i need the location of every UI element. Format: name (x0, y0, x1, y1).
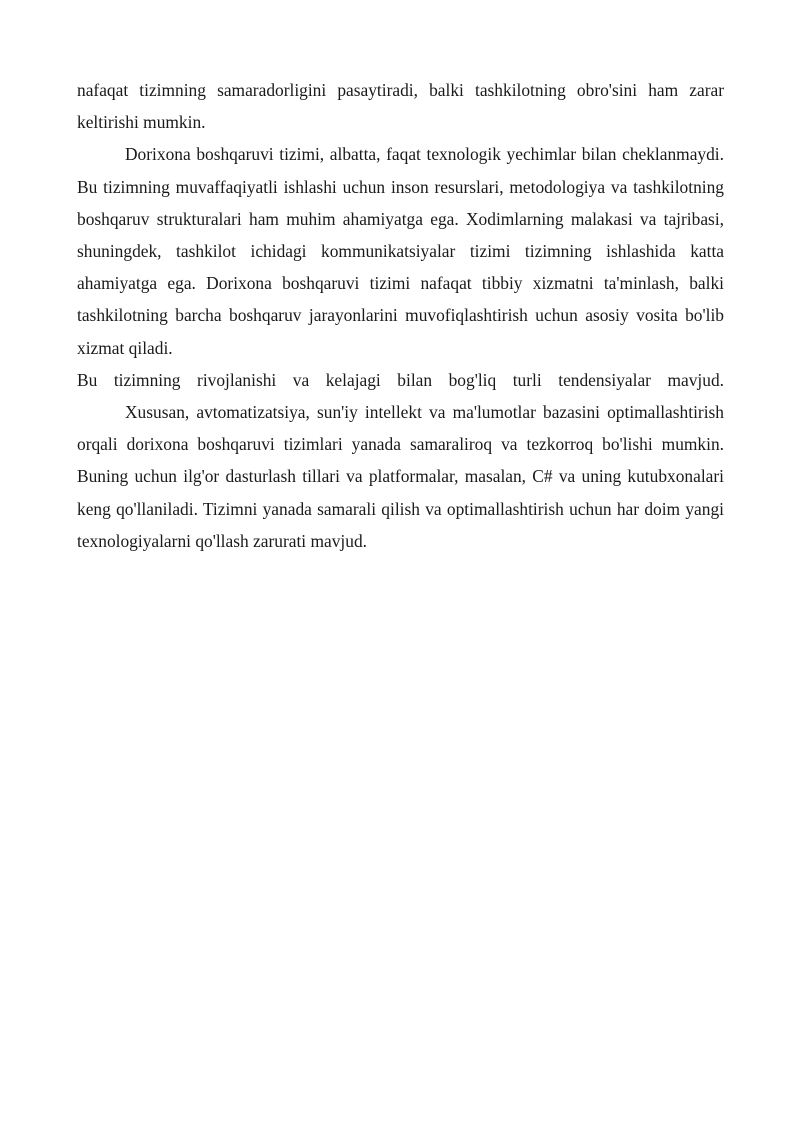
paragraph-automation: Xususan, avtomatizatsiya, sun'iy intellekt va ma'lumotlar bazasini optimallashtirish orqali dorixona boshqaruvi tizimlari yanada samaraliroq va tezkorroq bo'lishi mumkin. Buning uchun ilg'or dasturlash tillari va platformalar, masalan, C# va uning kutubxonalari keng qo'llaniladi. Tizimni yanada samarali qilish va optimallashtirish uchun har doim yangi texnologiyalarni qo'llash zarurati mavjud. (77, 402, 724, 551)
body-text (77, 74, 724, 557)
paragraph-trends: Bu tizimning rivojlanishi va kelajagi bilan bog'liq turli tendensiyalar mavjud. (77, 369, 724, 390)
paragraph-continuation: nafaqat tizimning samaradorligini pasaytiradi, balki tashkilotning obro'sini ham zarar keltirishi mumkin. (77, 80, 724, 133)
paragraph-management-system: Dorixona boshqaruvi tizimi, albatta, faqat texnologik yechimlar bilan cheklanmaydi. Bu tizimning muvaffaqiyatli ishlashi uchun inson resurslari, metodologiya va tashkilotning boshqaruv strukturalari ham muhim ahamiyatga ega. Xodimlarning malakasi va tajribasi, shuningdek, tashkilot ichidagi kommunikatsiyalar tizimi tizimning ishlashida katta ahamiyatga ega. Dorixona boshqaruvi tizimi nafaqat tibbiy xizmatni ta'minlash, balki tashkilotning barcha boshqaruv jarayonlarini muvofiqlashtirish uchun asosiy vosita bo'lib xizmat qiladi. (77, 144, 724, 358)
